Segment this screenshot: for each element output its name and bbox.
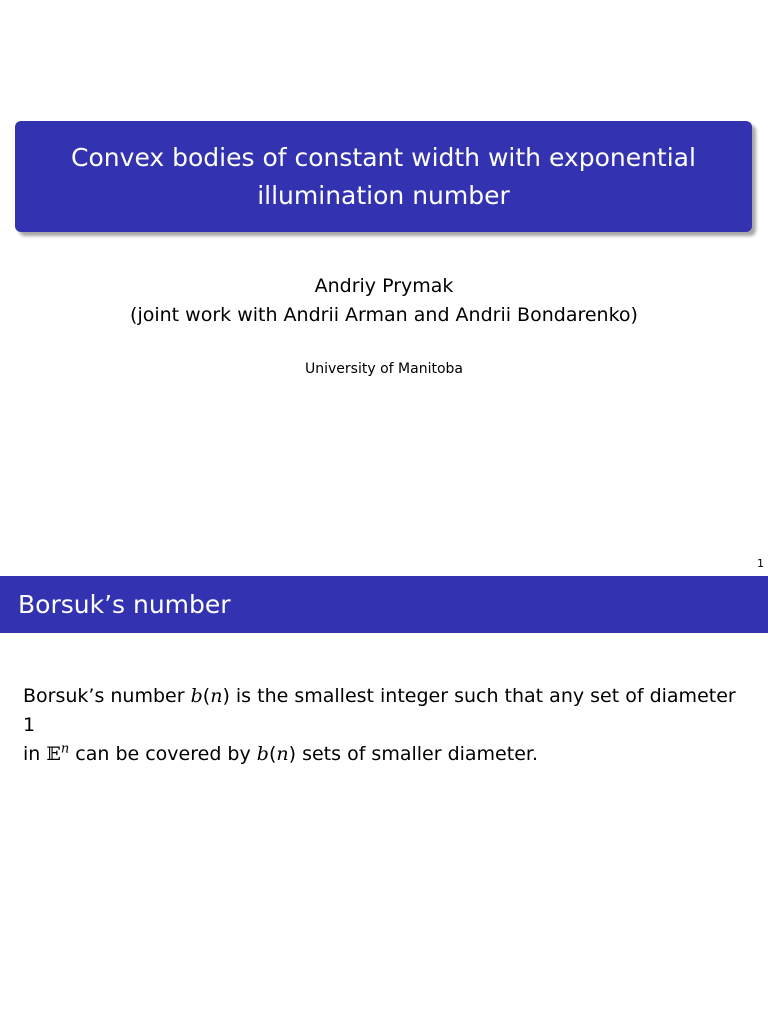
frame-title: Borsuk’s number [0, 576, 768, 633]
institute: University of Manitoba [305, 361, 463, 377]
author-name: Andriy Prymak [314, 275, 454, 297]
math-n: n [210, 685, 223, 707]
content-slide [0, 576, 768, 1024]
text-segment: Borsuk’s number [23, 685, 191, 707]
text-segment: in [23, 743, 47, 765]
definition-paragraph: Borsuk’s number b(n) is the smallest integer such that any set of diameter 1 in 𝔼$^n$ can be covered by b(n) sets of smaller diameter. [23, 685, 736, 765]
math-euclidean-space: 𝔼 [46, 743, 61, 765]
math-superscript-n: n [60, 741, 70, 757]
math-b: b [190, 685, 203, 707]
math-n: n [276, 743, 289, 765]
text-segment: sets of smaller diameter. [296, 743, 538, 765]
title-box [15, 121, 752, 232]
text-segment: is the smallest integer such that any set of diameter 1 [23, 685, 736, 736]
author-block [0, 272, 768, 330]
slide-title: Convex bodies of constant width with exponential illumination number [71, 142, 696, 210]
page-number: 1 [757, 557, 764, 570]
coauthors: (joint work with Andrii Arman and Andrii Bondarenko) [130, 304, 638, 326]
text-segment: can be covered by [69, 743, 257, 765]
math-b: b [256, 743, 269, 765]
